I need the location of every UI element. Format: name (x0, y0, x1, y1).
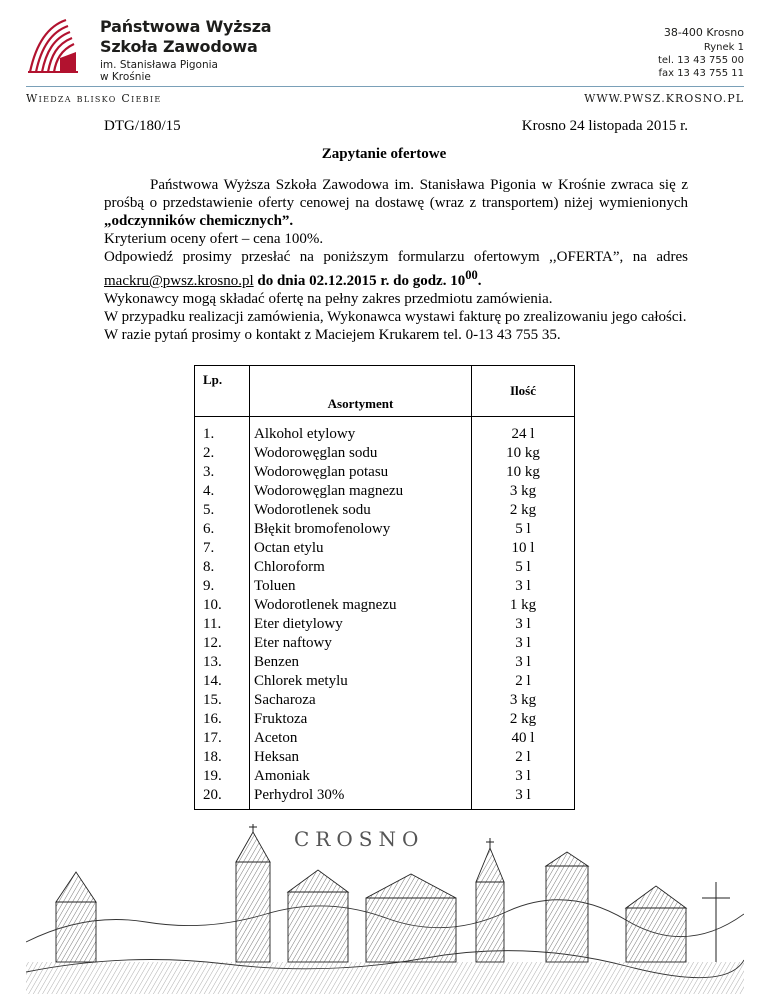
row-item: Heksan (250, 748, 472, 767)
reply-text: Odpowiedź prosimy przesłać na poniższym formularzu ofertowym ,,OFERTA”, na adres (104, 249, 688, 265)
row-number: 9. (195, 577, 250, 596)
table-row (195, 596, 575, 615)
row-number: 5. (195, 501, 250, 520)
row-qty: 3 l (472, 615, 575, 634)
row-qty: 2 l (472, 672, 575, 691)
row-item: Wodorowęglan sodu (250, 444, 472, 463)
table-row (195, 710, 575, 729)
table-row (195, 558, 575, 577)
row-item: Perhydrol 30% (250, 786, 472, 810)
fax-number: fax 13 43 755 11 (658, 68, 744, 79)
institution-line1: Państwowa Wyższa (100, 17, 272, 36)
row-qty: 2 l (472, 748, 575, 767)
header-lp: Lp. (195, 366, 250, 417)
row-qty: 5 l (472, 520, 575, 539)
row-number: 13. (195, 653, 250, 672)
row-qty: 3 kg (472, 482, 575, 501)
row-qty: 2 kg (472, 710, 575, 729)
intro-paragraph (104, 176, 688, 230)
deadline-superscript: 00 (465, 268, 478, 282)
header-item: Asortyment (250, 366, 472, 417)
row-number: 1. (195, 417, 250, 445)
table-row (195, 539, 575, 558)
row-number: 16. (195, 710, 250, 729)
table-row (195, 463, 575, 482)
row-item: Fruktoza (250, 710, 472, 729)
row-item: Eter naftowy (250, 634, 472, 653)
address-city: 38-400 Krosno (663, 26, 744, 39)
address-block (658, 26, 744, 80)
address-street: Rynek 1 (703, 42, 744, 53)
table-body (195, 417, 575, 810)
row-number: 6. (195, 520, 250, 539)
row-qty: 10 kg (472, 463, 575, 482)
table-row (195, 767, 575, 786)
engraving-caption: CROSNO (294, 827, 425, 851)
row-number: 7. (195, 539, 250, 558)
letter-body (104, 176, 688, 344)
row-item: Sacharoza (250, 691, 472, 710)
row-item: Wodorowęglan magnezu (250, 482, 472, 501)
invoice-paragraph: W przypadku realizacji zamówienia, Wykonawca wystawi fakturę po zrealizowaniu jego całości. (104, 309, 687, 325)
row-item: Chlorek metylu (250, 672, 472, 691)
table-row (195, 577, 575, 596)
letter-date: Krosno 24 listopada 2015 r. (521, 118, 688, 134)
row-qty: 3 l (472, 577, 575, 596)
table-row (195, 653, 575, 672)
row-item: Błękit bromofenolowy (250, 520, 472, 539)
table-row (195, 729, 575, 748)
institution-line2: Szkoła Zawodowa (100, 37, 258, 56)
logo-icon (26, 14, 96, 78)
row-qty: 3 l (472, 786, 575, 810)
row-qty: 10 kg (472, 444, 575, 463)
table-row (195, 634, 575, 653)
row-number: 2. (195, 444, 250, 463)
row-item: Octan etylu (250, 539, 472, 558)
slogan: Wiedza blisko Ciebie (26, 92, 162, 105)
row-qty: 3 kg (472, 691, 575, 710)
items-table (194, 365, 575, 810)
page-title: Zapytanie ofertowe (321, 146, 447, 162)
row-number: 17. (195, 729, 250, 748)
row-item: Chloroform (250, 558, 472, 577)
row-qty: 5 l (472, 558, 575, 577)
table-row (195, 482, 575, 501)
intro-text: Państwowa Wyższa Szkoła Zawodowa im. Stanisława Pigonia w Krośnie zwraca się z prośbą o przedstawienie oferty cenowej na dostawę (wraz z transportem) niżej wymienionych (104, 177, 688, 211)
row-qty: 3 l (472, 634, 575, 653)
reply-paragraph (104, 248, 688, 290)
row-item: Wodorowęglan potasu (250, 463, 472, 482)
website-link[interactable]: WWW.PWSZ.KROSNO.PL (584, 92, 744, 105)
row-number: 19. (195, 767, 250, 786)
table-row (195, 615, 575, 634)
row-qty: 40 l (472, 729, 575, 748)
row-qty: 3 l (472, 767, 575, 786)
row-number: 11. (195, 615, 250, 634)
intro-bold: „odczynników chemicznych”. (104, 213, 294, 229)
row-qty: 2 kg (472, 501, 575, 520)
table-row (195, 691, 575, 710)
phone-number: tel. 13 43 755 00 (657, 55, 744, 66)
row-item: Amoniak (250, 767, 472, 786)
table-header-row (195, 366, 575, 417)
reply-deadline: do dnia 02.12.2015 r. do godz. $10^{00}$. (253, 268, 482, 289)
row-item: Wodorotlenek sodu (250, 501, 472, 520)
email-link[interactable]: mackru@pwsz.krosno.pl (104, 273, 254, 289)
partial-offer-line: Wykonawcy mogą składać ofertę na pełny zakres przedmiotu zamówienia. (104, 291, 553, 307)
row-number: 12. (195, 634, 250, 653)
row-item: Wodorotlenek magnezu (250, 596, 472, 615)
reference-number: DTG/180/15 (104, 118, 181, 134)
row-item: Alkohol etylowy (250, 417, 472, 445)
krosno-engraving-image (26, 822, 744, 994)
row-number: 8. (195, 558, 250, 577)
row-qty: 10 l (472, 539, 575, 558)
table-row (195, 748, 575, 767)
row-number: 14. (195, 672, 250, 691)
row-number: 3. (195, 463, 250, 482)
row-number: 4. (195, 482, 250, 501)
criterion-line: Kryterium oceny ofert – cena 100%. (104, 231, 324, 247)
row-qty: 1 kg (472, 596, 575, 615)
row-item: Toluen (250, 577, 472, 596)
institution-line4: w Krośnie (100, 71, 151, 83)
header-divider (26, 86, 744, 87)
table-row (195, 417, 575, 445)
table-row (195, 672, 575, 691)
table-row (195, 520, 575, 539)
row-number: 20. (195, 786, 250, 810)
institution-line3: im. Stanisława Pigonia (100, 59, 218, 71)
header-qty: Ilość (472, 366, 575, 417)
row-number: 18. (195, 748, 250, 767)
table-row (195, 786, 575, 810)
table-row (195, 501, 575, 520)
row-item: Benzen (250, 653, 472, 672)
row-qty: 3 l (472, 653, 575, 672)
table-row (195, 444, 575, 463)
institution-name (100, 17, 271, 83)
row-qty: 24 l (472, 417, 575, 445)
contact-line: W razie pytań prosimy o kontakt z Maciejem Krukarem tel. 0-13 43 755 35. (104, 327, 561, 343)
row-item: Eter dietylowy (250, 615, 472, 634)
row-number: 15. (195, 691, 250, 710)
row-item: Aceton (250, 729, 472, 748)
row-number: 10. (195, 596, 250, 615)
